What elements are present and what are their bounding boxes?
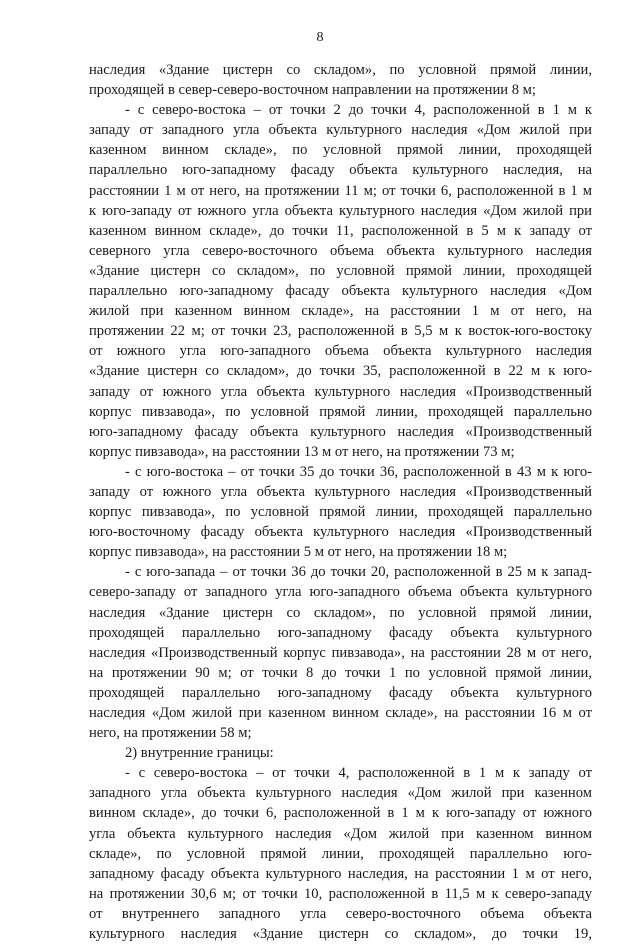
text-line: казенном винном складе», до точки 11, расположенной в 5 м к западу от [89,222,592,239]
text-line: угла объекта культурного наследия «Дом жилой при казенном винном [89,825,592,842]
text-line: проходящей параллельно юго-западному фасаду объекта культурного [89,684,592,701]
text-line: параллельно юго-западному фасаду объекта культурного наследия «Дом [89,283,592,300]
body-text [89,60,592,944]
text-line: корпус пивзавода», по условной прямой линии, проходящей параллельно [89,403,592,420]
text-line: «Здание цистерн со складом», до точки 35, расположенной в 22 м к юго- [89,363,592,380]
text-line: протяжении 22 м; от точки 23, расположенной в 5,5 м к восток-юго-востоку [89,323,592,340]
text-line: на протяжении 30,6 м; от точки 10, расположенной в 11,5 м к северо-западу [89,885,592,902]
text-line: складе», по условной прямой линии, проходящей параллельно юго- [89,845,592,862]
text-line: корпус пивзавода», на расстоянии 13 м от него, на протяжении 73 м; [89,443,515,460]
text-line: культурного наследия «Здание цистерн со складом», до точки 19, [89,926,592,943]
text-line: жилой при казенном винном складе», на расстоянии 1 м от него, на [89,303,592,320]
text-line: корпус пивзавода», на расстоянии 5 м от него, на протяжении 18 м; [89,544,508,561]
text-line: проходящей в север-северо-восточном направлении на протяжении 8 м; [89,82,536,99]
text-line: «Здание цистерн со складом», по условной прямой линии, проходящей [89,262,592,279]
text-line: - с юго-востока – от точки 35 до точки 36, расположенной в 43 м к юго- [125,463,592,480]
text-line: западного угла объекта культурного наследия «Дом жилой при казенном [89,785,592,802]
text-line: от внутреннего западного угла северо-восточного объема объекта [89,905,592,922]
text-line: северо-западу от западного угла юго-западного объема объекта культурного [89,584,592,601]
text-line: винном складе», до точки 6, расположенной в 1 м к юго-западу от южного [89,805,592,822]
text-line: на протяжении 90 м; от точки 8 до точки 1 по условной прямой линии, [89,664,592,681]
text-line: наследия «Дом жилой при казенном винном складе», на расстоянии 16 м от [89,705,592,721]
text-line: северного угла северо-восточного объема объекта культурного наследия [89,242,592,259]
text-line: проходящей параллельно юго-западному фасаду объекта культурного [89,624,592,641]
text-line: наследия «Производственный корпус пивзавода», на расстоянии 28 м от него, [89,644,592,661]
text-line: - с северо-востока – от точки 4, расположенной в 1 м к западу от [125,765,592,782]
text-line: от южного угла юго-западного объема объекта культурного наследия [89,343,592,360]
text-line: 2) внутренние границы: [125,745,274,762]
text-line: - с северо-востока – от точки 2 до точки 4, расположенной в 1 м к [125,102,592,119]
text-line: наследия «Здание цистерн со складом», по условной прямой линии, [89,604,592,621]
text-line: западному фасаду объекта культурного наследия, на расстоянии 1 м от него, [89,865,592,882]
text-line: него, на протяжении 58 м; [89,725,252,742]
text-line: западу от южного угла объекта культурного наследия «Производственный [89,383,592,400]
text-line: юго-западному фасаду объекта культурного наследия «Производственный [89,423,592,440]
text-line: наследия «Здание цистерн со складом», по условной прямой линии, [89,62,592,78]
page-number: 8 [316,30,324,45]
text-line: юго-восточному фасаду объекта культурного наследия «Производственный [89,524,592,541]
text-line: - с юго-запада – от точки 36 до точки 20, расположенной в 25 м к запад- [125,564,592,581]
text-line: к юго-западу от южного угла объекта культурного наследия «Дом жилой при [89,202,592,219]
text-line: казенном винном складе», по условной прямой линии, проходящей [89,142,592,159]
text-line: корпус пивзавода», по условной прямой линии, проходящей параллельно [89,504,592,521]
text-line: западу от южного угла объекта культурного наследия «Производственный [89,483,592,500]
text-line: параллельно юго-западному фасаду объекта культурного наследия, на [89,162,592,179]
text-line: расстоянии 1 м от него, на протяжении 11 м; от точки 6, расположенной в 1 м [89,182,592,199]
text-line: западу от западного угла объекта культурного наследия «Дом жилой при [89,122,592,139]
